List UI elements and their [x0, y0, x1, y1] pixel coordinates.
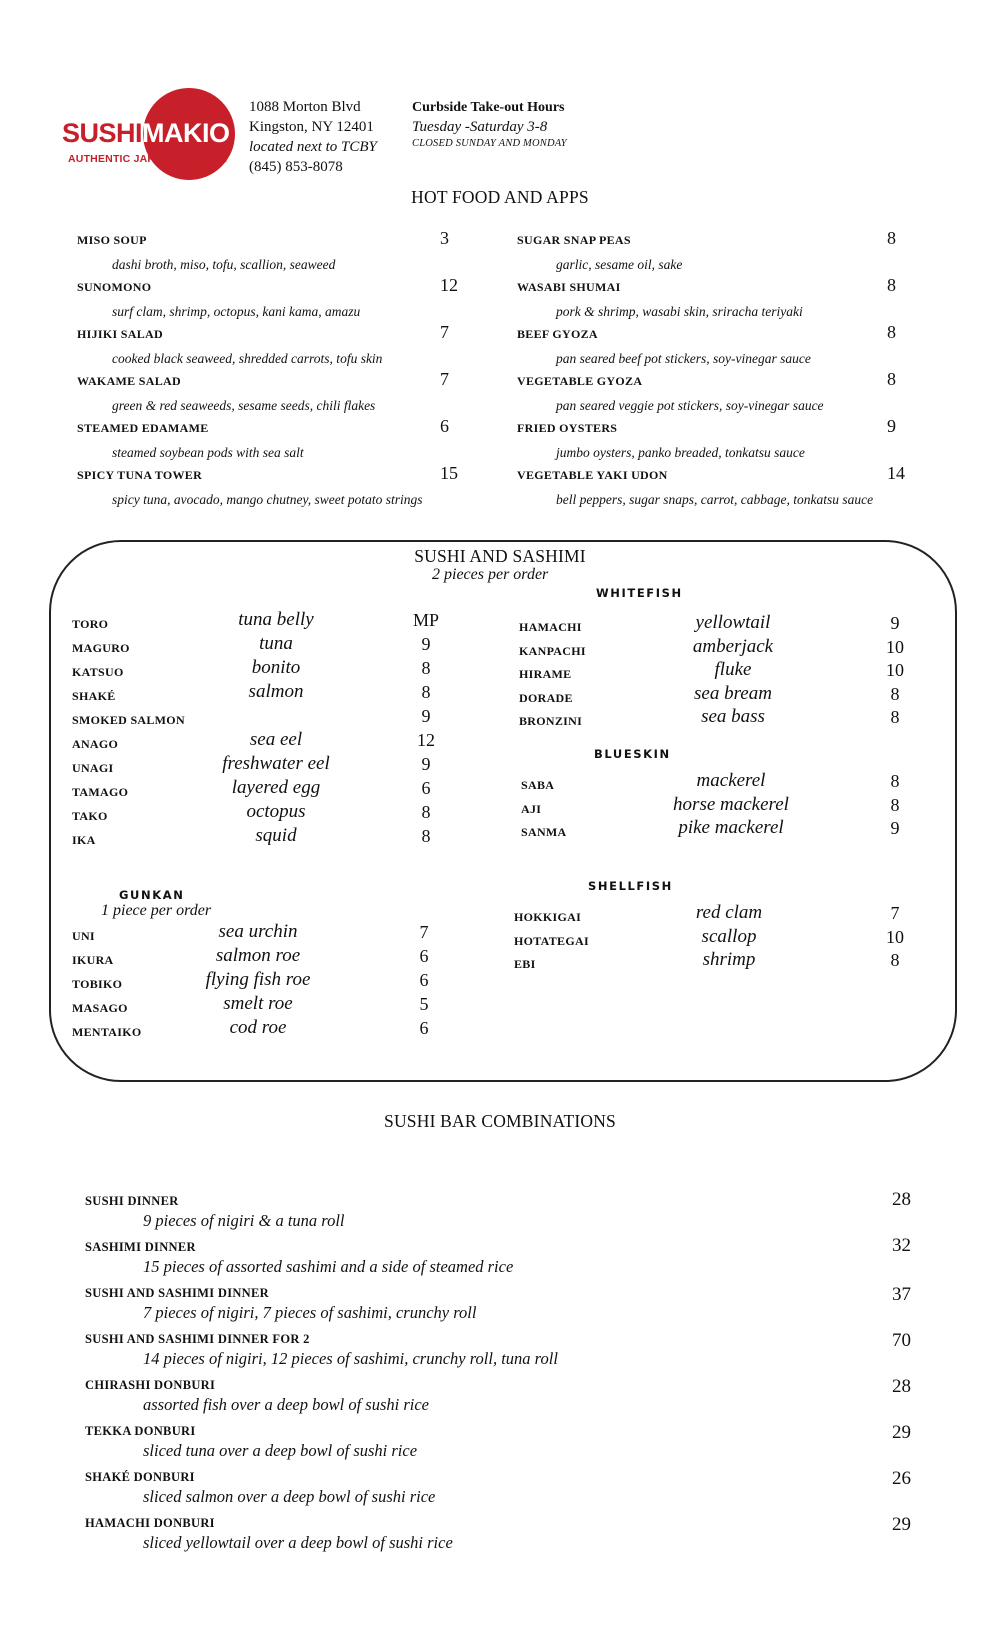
sushi-item-english: bonito — [251, 657, 301, 678]
sushi-item-price: 9 — [421, 706, 431, 726]
blueskin-title: BLUESKIN — [594, 747, 671, 761]
combination-price: 70 — [892, 1330, 911, 1351]
sushi-item-name: HOTATEGAI — [514, 933, 589, 948]
menu-item-desc: garlic, sesame oil, sake — [556, 257, 683, 272]
sushi-item-english: salmon — [248, 681, 304, 702]
sushi-item-name: HAMACHI — [519, 620, 582, 634]
menu-item-desc: pan seared beef pot stickers, soy-vinegar sauce — [556, 351, 811, 366]
hot-food-title: HOT FOOD AND APPS — [411, 187, 589, 207]
sushi-item-price: 6 — [419, 946, 429, 966]
sushi-item-price: 5 — [419, 994, 429, 1014]
combination-name: SASHIMI DINNER — [85, 1240, 196, 1254]
sushi-item-price: 6 — [421, 778, 431, 798]
sushi-item-price: 10 — [886, 636, 904, 657]
combination-name: SUSHI DINNER — [85, 1194, 179, 1208]
sushi-item-name: BRONZINI — [519, 714, 583, 728]
menu-item-desc: pan seared veggie pot stickers, soy-vinegar sauce — [556, 398, 824, 413]
menu-item-price: 9 — [887, 416, 896, 436]
combination-price: 26 — [892, 1468, 911, 1489]
menu-item-price: 14 — [887, 463, 905, 483]
combination-desc: assorted fish over a deep bowl of sushi rice — [143, 1395, 429, 1414]
sushi-item-price: 10 — [886, 660, 904, 680]
sushi-item-name: MAGURO — [72, 641, 130, 655]
combination-price: 29 — [892, 1514, 911, 1535]
logo-brand-part2: MAKIO — [142, 118, 230, 148]
sushi-item-price: 8 — [421, 658, 431, 678]
sushi-item-english: yellowtail — [695, 612, 771, 633]
combination-name: SUSHI AND SASHIMI DINNER — [85, 1286, 269, 1300]
shellfish-title: SHELLFISH — [588, 879, 673, 893]
sushi-item-name: UNAGI — [72, 761, 114, 775]
menu-item-desc: jumbo oysters, panko breaded, tonkatsu sauce — [556, 445, 805, 460]
combination-desc: sliced tuna over a deep bowl of sushi rice — [143, 1441, 418, 1460]
sushi-item-english: salmon roe — [215, 945, 301, 966]
sushi-item-name: ANAGO — [72, 737, 119, 751]
gunkan-note: 1 piece per order — [101, 902, 212, 919]
combination-name: SHAKÉ DONBURI — [85, 1470, 195, 1484]
sushi-item-english: shrimp — [702, 949, 756, 970]
sushi-item-price: 6 — [419, 970, 429, 990]
sushi-item-price: 8 — [890, 950, 900, 970]
sushi-item-name: UNI — [72, 929, 95, 943]
sushi-item-name: SABA — [521, 778, 555, 792]
sushi-item-price: 8 — [890, 771, 900, 791]
logo-tagline: AUTHENTIC JAPANESE SUSHI — [68, 153, 228, 165]
combination-name: CHIRASHI DONBURI — [85, 1378, 216, 1392]
sushi-item-english: layered egg — [231, 777, 321, 798]
hours-title: Curbside Take-out Hours — [412, 100, 565, 115]
sushi-item-price: 8 — [890, 794, 900, 815]
sushi-item-name: TOBIKO — [72, 977, 123, 991]
combination-price: 32 — [892, 1235, 911, 1256]
sushi-item-english: freshwater eel — [222, 753, 330, 774]
sushi-item-english: sea bass — [701, 706, 765, 727]
sushi-item-english: scallop — [701, 925, 757, 947]
sushi-item-name: SMOKED SALMON — [72, 713, 185, 727]
sushi-item-price: 8 — [421, 682, 431, 702]
combination-name: TEKKA DONBURI — [85, 1424, 196, 1438]
hours-closed: CLOSED SUNDAY AND MONDAY — [412, 138, 567, 149]
sushi-item-price: 8 — [421, 826, 431, 846]
combination-price: 29 — [892, 1422, 911, 1443]
sushi-item-english: tuna — [259, 633, 293, 654]
menu-item-desc: bell peppers, sugar snaps, carrot, cabbage, tonkatsu sauce — [556, 492, 874, 507]
combination-name: HAMACHI DONBURI — [85, 1516, 215, 1530]
menu-item-name: SPICY TUNA TOWER — [77, 468, 203, 482]
sushi-item-price: 8 — [890, 707, 900, 727]
phone-number: (845) 853-8078 — [249, 159, 343, 175]
sushi-item-name: MENTAIKO — [72, 1025, 142, 1039]
logo-brand-part1: SUSHI — [62, 118, 143, 148]
sushi-item-english: smelt roe — [223, 993, 293, 1014]
menu-item-name: FRIED OYSTERS — [517, 421, 618, 435]
menu-item-price: 7 — [440, 322, 449, 342]
logo — [62, 88, 234, 182]
whitefish-title: WHITEFISH — [596, 586, 683, 600]
sushi-item-english: horse mackerel — [673, 793, 789, 815]
menu-item-name: WAKAME SALAD — [77, 374, 181, 388]
address-city: Kingston, NY 12401 — [249, 119, 374, 135]
sushi-item-price: 8 — [890, 683, 900, 704]
sushi-item-name: HIRAME — [519, 667, 572, 681]
sushi-item-price: 9 — [421, 634, 431, 654]
combination-name: SUSHI AND SASHIMI DINNER FOR 2 — [85, 1332, 310, 1346]
combination-desc: 7 pieces of nigiri, 7 pieces of sashimi, crunchy roll — [143, 1303, 477, 1322]
sushi-item-english: red clam — [695, 902, 763, 923]
sushi-item-name: AJI — [521, 801, 542, 816]
address-block — [249, 97, 377, 177]
combination-price: 37 — [892, 1284, 911, 1305]
menu-item-price: 8 — [887, 369, 896, 389]
sushi-item-english: fluke — [714, 659, 752, 680]
address-note: located next to TCBY — [249, 139, 377, 155]
sushi-item-english: flying fish roe — [205, 969, 311, 990]
menu-item-name: MISO SOUP — [77, 233, 147, 247]
sushi-item-price: 7 — [890, 903, 900, 923]
menu-item-desc: surf clam, shrimp, octopus, kani kama, amazu — [112, 304, 361, 319]
menu-item-desc: spicy tuna, avocado, mango chutney, sweet potato strings — [112, 492, 423, 507]
sushi-item-name: KANPACHI — [519, 643, 586, 658]
combination-price: 28 — [892, 1376, 911, 1397]
sushi-item-english: tuna belly — [238, 609, 314, 630]
combinations-title: SUSHI BAR COMBINATIONS — [384, 1111, 616, 1131]
sushi-item-price: MP — [412, 610, 440, 630]
menu-item-price: 8 — [887, 322, 896, 342]
sushi-item-english: sea bream — [694, 682, 772, 704]
sushi-sashimi-box — [49, 540, 957, 1082]
menu-item-name: SUGAR SNAP PEAS — [517, 233, 631, 247]
sushi-item-english: cod roe — [229, 1017, 287, 1038]
menu-item-name: VEGETABLE GYOZA — [517, 374, 643, 388]
menu-item-desc: steamed soybean pods with sea salt — [112, 445, 304, 460]
hours-block — [412, 98, 567, 152]
sushi-item-name: KATSUO — [72, 665, 124, 679]
sushi-item-name: MASAGO — [72, 1001, 128, 1015]
sushi-item-name: EBI — [514, 957, 536, 971]
sushi-item-english: mackerel — [696, 770, 766, 791]
menu-item-desc: pork & shrimp, wasabi skin, sriracha teriyaki — [556, 304, 803, 319]
menu-item-price: 12 — [440, 275, 458, 295]
menu-item-name: HIJIKI SALAD — [77, 327, 163, 341]
sushi-title: SUSHI AND SASHIMI — [414, 546, 586, 566]
menu-item-price: 15 — [440, 463, 458, 483]
menu-item-price: 8 — [887, 228, 896, 248]
sushi-item-english: sea eel — [249, 729, 303, 750]
sushi-item-name: IKURA — [72, 953, 114, 967]
gunkan-title: GUNKAN — [119, 888, 185, 902]
menu-item-price: 8 — [887, 275, 896, 295]
combination-desc: sliced salmon over a deep bowl of sushi rice — [143, 1487, 436, 1506]
sushi-item-price: 7 — [419, 922, 429, 942]
sushi-item-price: 9 — [421, 754, 431, 774]
menu-item-desc: green & red seaweeds, sesame seeds, chili flakes — [112, 398, 376, 413]
combination-desc: 14 pieces of nigiri, 12 pieces of sashimi, crunchy roll, tuna roll — [143, 1349, 558, 1368]
combination-price: 28 — [892, 1189, 911, 1210]
menu-item-desc: dashi broth, miso, tofu, scallion, seaweed — [112, 257, 336, 272]
menu-item-name: VEGETABLE YAKI UDON — [517, 468, 668, 482]
sushi-item-price: 8 — [421, 802, 431, 822]
sushi-item-name: DORADE — [519, 690, 573, 705]
sushi-item-english: sea urchin — [218, 921, 298, 942]
menu-item-name: WASABI SHUMAI — [517, 280, 621, 294]
sushi-item-name: TAMAGO — [72, 785, 129, 799]
sushi-item-name: IKA — [72, 833, 96, 847]
menu-item-name: SUNOMONO — [77, 280, 152, 294]
sushi-item-price: 12 — [417, 730, 435, 750]
sushi-item-price: 9 — [890, 818, 900, 838]
combination-desc: 9 pieces of nigiri & a tuna roll — [143, 1211, 345, 1230]
sushi-item-price: 10 — [886, 926, 904, 947]
sushi-item-english: squid — [255, 825, 297, 846]
address-street: 1088 Morton Blvd — [249, 99, 361, 115]
menu-item-desc: cooked black seaweed, shredded carrots, tofu skin — [112, 351, 383, 366]
sushi-item-english: amberjack — [692, 635, 774, 657]
sushi-item-name: HOKKIGAI — [514, 910, 582, 924]
sushi-item-english: octopus — [246, 801, 306, 822]
logo-brand — [62, 118, 230, 149]
hours-days: Tuesday -Saturday 3-8 — [412, 119, 548, 135]
sushi-item-name: SHAKÉ — [72, 689, 116, 703]
sushi-item-english: pike mackerel — [678, 817, 784, 838]
menu-item-name: BEEF GYOZA — [517, 327, 598, 341]
combination-desc: 15 pieces of assorted sashimi and a side of steamed rice — [143, 1257, 514, 1276]
sushi-item-price: 6 — [419, 1018, 429, 1038]
sushi-item-name: TAKO — [72, 809, 108, 823]
combination-desc: sliced yellowtail over a deep bowl of sushi rice — [143, 1533, 453, 1552]
menu-item-price: 3 — [440, 228, 449, 248]
sushi-item-price: 9 — [890, 613, 900, 633]
sushi-note: 2 pieces per order — [432, 566, 549, 583]
sushi-item-name: TORO — [72, 617, 109, 631]
menu-item-price: 7 — [440, 369, 449, 389]
menu-item-name: STEAMED EDAMAME — [77, 421, 209, 435]
sushi-item-name: SANMA — [521, 825, 567, 839]
menu-item-price: 6 — [440, 416, 449, 436]
